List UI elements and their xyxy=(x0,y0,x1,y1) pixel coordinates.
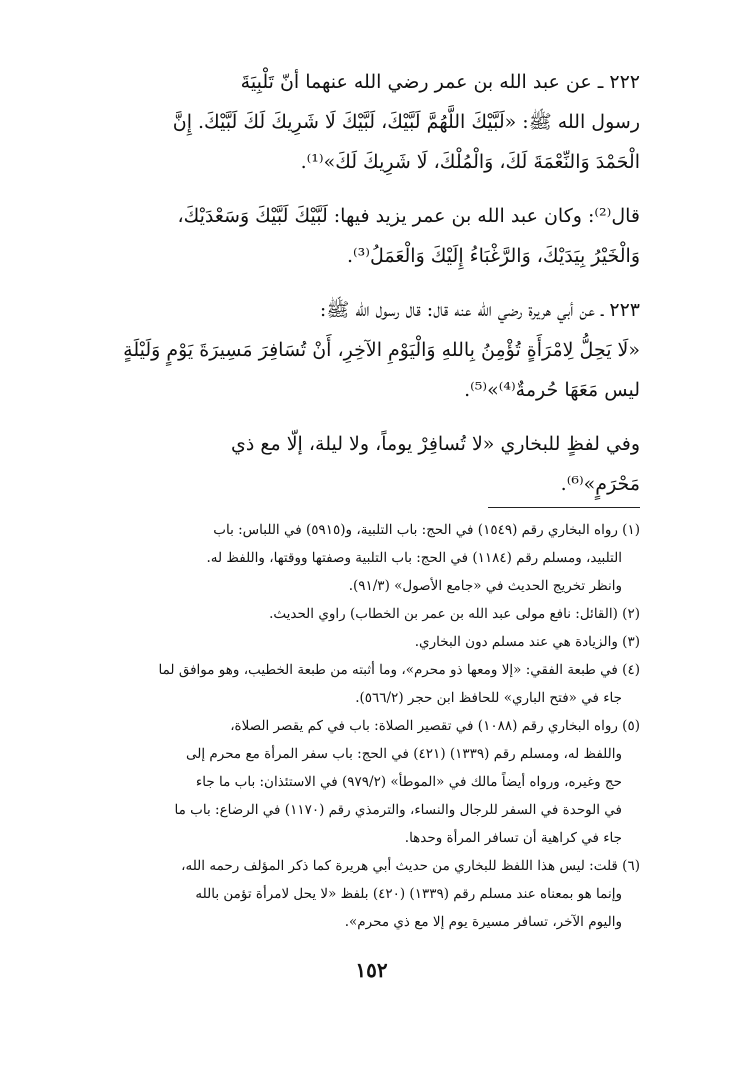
bukhari-wording xyxy=(102,424,640,504)
hadith-222-addition xyxy=(102,196,640,276)
text-line: ٢٢٢ ـ عن عبد الله بن عمر رضي الله عنهما أنّ تَلْبِيَةَ xyxy=(240,71,640,93)
footnote-1 xyxy=(100,516,640,600)
text-line: وَالْخَيْرُ بِيَدَيْكَ، وَالرَّغْبَاءُ إِلَيْكَ وَالْعَمَلُ⁽³⁾. xyxy=(346,245,640,267)
footnote-4 xyxy=(100,656,640,712)
text-line: وفي لفظٍ للبخاري «لا تُسافِرْ يوماً، ولا ليلة، إلّا مع ذي xyxy=(231,433,640,455)
text-line: مَحْرَمٍ»⁽⁶⁾. xyxy=(560,473,640,495)
text-line: رسول الله ﷺ: «لَبَّيْكَ اللَّهُمَّ لَبَّيْكَ، لَبَّيْكَ لَا شَرِيكَ لَكَ لَبَّيْكَ. إِنَّ xyxy=(172,111,640,133)
footnote-line: (٦) قلت: ليس هذا اللفظ للبخاري من حديث أبي هريرة كما ذكر المؤلف رحمه الله، xyxy=(181,858,640,874)
footnote-5 xyxy=(100,712,640,852)
footnote-line: حج وغيره، ورواه أيضاً مالك في «الموطأ» (٩٧٩/٢) في الاستئذان: باب ما جاء xyxy=(195,774,622,790)
hadith-222 xyxy=(102,62,640,182)
footnote-line: جاء في كراهية أن تسافر المرأة وحدها. xyxy=(404,830,622,846)
footnote-3 xyxy=(100,628,640,656)
footnote-line: جاء في «فتح الباري» للحافظ ابن حجر (٥٦٦/٢). xyxy=(355,690,622,706)
footnote-2 xyxy=(100,600,640,628)
text-line: الْحَمْدَ وَالنِّعْمَةَ لَكَ، وَالْمُلْكَ، لَا شَرِيكَ لَكَ»⁽¹⁾. xyxy=(300,151,640,173)
text-line: ٢٢٣ ـ عن أبي هريرة رضي الله عنه قال: قال رسول الله ﷺ: xyxy=(319,299,640,321)
footnotes xyxy=(100,516,640,936)
footnote-line: وانظر تخريج الحديث في «جامع الأصول» (٩١/٣). xyxy=(348,578,622,594)
footnote-line: (٥) رواه البخاري رقم (١٠٨٨) في تقصير الصلاة: باب في كم يقصر الصلاة، xyxy=(230,718,640,734)
hadith-223 xyxy=(102,290,640,410)
footnote-line: وإنما هو بمعناه عند مسلم رقم (١٣٣٩) (٤٢٠) بلفظ «لا يحل لامرأة تؤمن بالله xyxy=(195,886,622,902)
footnote-line: في الوحدة في السفر للرجال والنساء، والترمذي رقم (١١٧٠) في الرضاع: باب ما xyxy=(174,802,622,818)
footnote-line: (٤) في طبعة الفقي: «إلا ومعها ذو محرم»، وما أثبته من طبعة الخطيب، وهو موافق لما xyxy=(158,662,640,678)
footnote-line: (٣) والزيادة هي عند مسلم دون البخاري. xyxy=(414,634,640,650)
footnote-6 xyxy=(100,852,640,936)
text-line: «لَا يَحِلُّ لِامْرَأَةٍ تُؤْمِنُ بِاللهِ وَالْيَوْمِ الآخِرِ، أَنْ تُسَافِرَ مَسِيرَةَ يَوْمٍ وَلَيْلَةٍ xyxy=(123,339,640,361)
footnote-line: واللفظ له، ومسلم رقم (١٣٣٩) (٤٢١) في الحج: باب سفر المرأة مع محرم إلى xyxy=(186,746,622,762)
footnote-line: (١) رواه البخاري رقم (١٥٤٩) في الحج: باب التلبية، و(٥٩١٥) في اللباس: باب xyxy=(213,522,640,538)
footnote-divider xyxy=(488,507,640,508)
text-line: ليس مَعَهَا حُرمةٌ⁽⁴⁾»⁽⁵⁾. xyxy=(464,379,640,401)
footnote-line: واليوم الآخر، تسافر مسيرة يوم إلا مع ذي محرم». xyxy=(344,914,622,930)
page-number: ١٥٢ xyxy=(355,958,388,982)
text-line: قال⁽²⁾: وكان عبد الله بن عمر يزيد فيها: لَبَّيْكَ لَبَّيْكَ وَسَعْدَيْكَ، xyxy=(177,205,640,227)
footnote-line: التلبيد، ومسلم رقم (١١٨٤) في الحج: باب التلبية وصفتها ووقتها، واللفظ له. xyxy=(206,550,622,566)
footnote-line: (٢) (القائل: نافع مولى عبد الله بن عمر بن الخطاب) راوي الحديث. xyxy=(269,606,640,622)
main-text xyxy=(102,62,640,512)
